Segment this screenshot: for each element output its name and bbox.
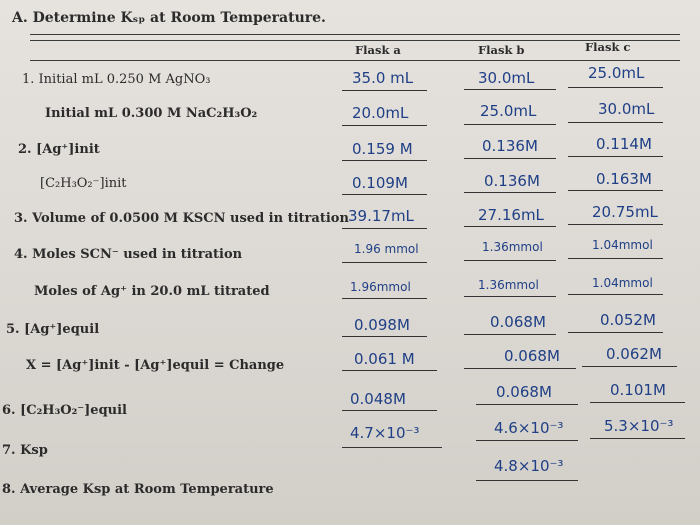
answer-line [464, 89, 556, 90]
answer-line [476, 404, 578, 405]
answer-line [568, 190, 663, 191]
row-label: Moles of Ag⁺ in 20.0 mL titrated [34, 284, 270, 299]
value-flask-a: 0.109M [352, 174, 408, 192]
answer-line [342, 262, 427, 263]
row-label: 6. [C₂H₃O₂⁻]equil [2, 403, 127, 418]
value-flask-a: 1.96mmol [350, 280, 411, 294]
value-flask-b: 25.0mL [480, 102, 537, 120]
answer-line [476, 440, 578, 441]
header-flask-b: Flask b [478, 43, 525, 57]
answer-line [568, 87, 663, 88]
value-flask-b: 1.36mmol [478, 278, 539, 292]
answer-line [568, 122, 663, 123]
row-label: 4. Moles SCN⁻ used in titration [14, 247, 243, 262]
answer-line [590, 402, 685, 403]
row-label: Initial mL 0.300 M NaC₂H₃O₂ [45, 106, 258, 121]
answer-line [464, 226, 556, 227]
value-flask-a: 0.159 M [352, 140, 413, 158]
row-label: 8. Average Ksp at Room Temperature [2, 482, 274, 497]
answer-line [342, 336, 427, 337]
value-flask-a: 0.098M [354, 316, 410, 334]
answer-line [342, 447, 442, 448]
value-flask-c: 0.062M [606, 345, 662, 363]
value-flask-c: 30.0mL [598, 100, 655, 118]
header-flask-a: Flask a [355, 43, 401, 57]
top-rule-2 [30, 40, 680, 41]
answer-line [568, 258, 663, 259]
header-flask-c: Flask c [585, 40, 631, 54]
answer-line [342, 160, 427, 161]
row-label: X = [Ag⁺]init - [Ag⁺]equil = Change [26, 358, 285, 373]
value-flask-a: 39.17mL [348, 207, 414, 225]
value-flask-a: 4.7×10⁻³ [350, 424, 420, 442]
answer-line [476, 480, 578, 481]
value-flask-c: 1.04mmol [592, 276, 653, 290]
answer-line [590, 438, 685, 439]
value-flask-b: 1.36mmol [482, 240, 543, 254]
value-flask-b: 0.136M [482, 137, 538, 155]
answer-line [342, 298, 427, 299]
answer-line [464, 158, 556, 159]
answer-line [464, 192, 556, 193]
value-flask-c: 20.75mL [592, 203, 658, 221]
answer-line [568, 156, 663, 157]
answer-line [342, 228, 427, 229]
answer-line [582, 366, 677, 367]
value-flask-a: 1.96 mmol [354, 242, 419, 256]
value-flask-c: 25.0mL [588, 64, 645, 82]
value-flask-a: 0.048M [350, 390, 406, 408]
answer-line [342, 90, 427, 91]
value-flask-b: 0.068M [496, 383, 552, 401]
value-flask-b: 30.0mL [478, 69, 535, 87]
answer-line [342, 125, 427, 126]
answer-line [568, 332, 663, 333]
answer-line [464, 260, 556, 261]
answer-line [342, 194, 427, 195]
answer-line [342, 410, 437, 411]
value-flask-b: 27.16mL [478, 206, 544, 224]
row-label: 1. Initial mL 0.250 M AgNO₃ [22, 72, 211, 87]
answer-line [568, 294, 663, 295]
value-flask-b: 4.6×10⁻³ [494, 419, 564, 437]
header-rule [30, 60, 680, 61]
value-flask-c: 0.101M [610, 381, 666, 399]
value-flask-a: 35.0 mL [352, 69, 414, 87]
value-flask-c: 1.04mmol [592, 238, 653, 252]
value-flask-a: 20.0mL [352, 104, 409, 122]
answer-line [464, 334, 556, 335]
row-label: 5. [Ag⁺]equil [6, 322, 100, 337]
value-flask-c: 0.163M [596, 170, 652, 188]
top-rule [30, 34, 680, 35]
row-label: 2. [Ag⁺]init [18, 142, 100, 157]
value-flask-c: 5.3×10⁻³ [604, 417, 674, 435]
row-label: [C₂H₃O₂⁻]init [40, 176, 127, 191]
section-title: A. Determine Kₛₚ at Room Temperature. [12, 10, 326, 26]
value-flask-b: 0.136M [484, 172, 540, 190]
value-average: 4.8×10⁻³ [494, 457, 564, 475]
answer-line [568, 224, 663, 225]
value-flask-c: 0.114M [596, 135, 652, 153]
answer-line [464, 124, 556, 125]
row-label: 7. Ksp [2, 443, 48, 458]
answer-line [342, 370, 437, 371]
value-flask-b: 0.068M [490, 313, 546, 331]
answer-line [464, 368, 576, 369]
value-flask-b: 0.068M [504, 347, 560, 365]
value-flask-c: 0.052M [600, 311, 656, 329]
row-label: 3. Volume of 0.0500 M KSCN used in titration [14, 211, 349, 226]
value-flask-a: 0.061 M [354, 350, 415, 368]
answer-line [464, 296, 556, 297]
